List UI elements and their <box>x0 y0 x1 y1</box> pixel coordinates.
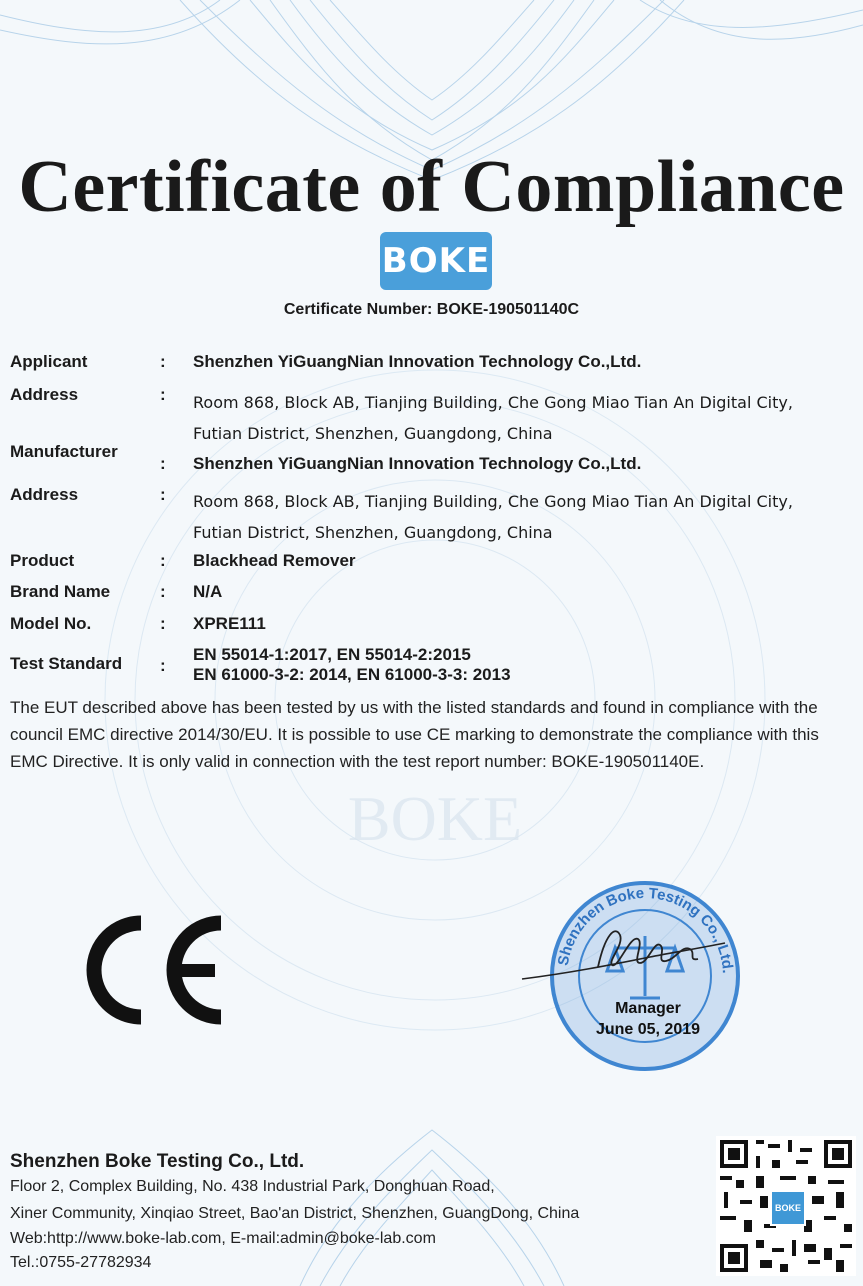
colon: : <box>160 454 166 473</box>
applicant-address <box>193 387 793 449</box>
address-line: Futian District, Shenzhen, Guangdong, China <box>193 523 553 542</box>
colon: : <box>160 551 166 570</box>
footer-web: Web:http://www.boke-lab.com, E-mail:admin@boke-lab.com <box>10 1230 436 1247</box>
certificate-number: Certificate Number: BOKE-190501140C <box>283 301 580 318</box>
address-label: Address <box>10 385 79 404</box>
manufacturer-label: Manufacturer <box>10 442 118 461</box>
brand-name-value: N/A <box>193 582 223 601</box>
colon: : <box>160 656 166 675</box>
footer-company-name: Shenzhen Boke Testing Co., Ltd. <box>10 1151 305 1172</box>
watermark-text: BOKE <box>347 783 523 854</box>
address-line: Futian District, Shenzhen, Guangdong, China <box>193 424 553 443</box>
test-standard-label: Test Standard <box>10 654 123 673</box>
manager-title: Manager <box>615 1000 681 1017</box>
signature-date: June 05, 2019 <box>595 1021 701 1038</box>
model-no-value: XPRE111 <box>193 614 266 633</box>
footer-address-line: Xiner Community, Xinqiao Street, Bao'an District, Shenzhen, GuangDong, China <box>10 1205 580 1222</box>
compliance-statement: The EUT described above has been tested by us with the listed standards and found in compliance with the council EMC directive 2014/30/EU. It is possible to use CE marking to demonstrate the compliance with this EMC Directive. It is only valid in connection with the test report number: BOKE-190501140E. <box>10 698 819 771</box>
footer-address-line: Floor 2, Complex Building, No. 438 Industrial Park, Donghuan Road, <box>10 1178 495 1195</box>
stamp-ring-text: Shenzhen Boke Testing Co., Ltd. <box>554 884 736 974</box>
product-value: Blackhead Remover <box>193 551 356 570</box>
colon: : <box>160 485 166 504</box>
colon: : <box>160 352 166 371</box>
address-line: Room 868, Block AB, Tianjing Building, Che Gong Miao Tian An Digital City, <box>193 492 793 511</box>
qr-boke-logo: BOKE <box>770 1190 806 1226</box>
brand-name-label: Brand Name <box>10 582 111 601</box>
colon: : <box>160 614 166 633</box>
manufacturer-address <box>193 486 793 548</box>
footer-tel: Tel.:0755-27782934 <box>10 1254 152 1271</box>
applicant-label: Applicant <box>10 352 88 371</box>
product-label: Product <box>10 551 75 570</box>
test-standard-value <box>193 645 511 685</box>
applicant-value: Shenzhen YiGuangNian Innovation Technology Co.,Ltd. <box>193 352 642 371</box>
certificate-title: Certificate of Compliance <box>18 146 845 228</box>
standard-line: EN 55014-1:2017, EN 55014-2:2015 <box>193 645 471 664</box>
colon: : <box>160 385 166 404</box>
manufacturer-value: Shenzhen YiGuangNian Innovation Technology Co.,Ltd. <box>193 454 642 473</box>
standard-line: EN 61000-3-2: 2014, EN 61000-3-3: 2013 <box>193 665 511 684</box>
ce-mark-icon <box>83 915 233 1025</box>
address-line: Room 868, Block AB, Tianjing Building, Che Gong Miao Tian An Digital City, <box>193 393 793 412</box>
model-no-label: Model No. <box>10 614 92 633</box>
address-label: Address <box>10 485 79 504</box>
manager-signature <box>520 905 730 995</box>
boke-logo: BOKE <box>380 232 492 290</box>
colon: : <box>160 582 166 601</box>
